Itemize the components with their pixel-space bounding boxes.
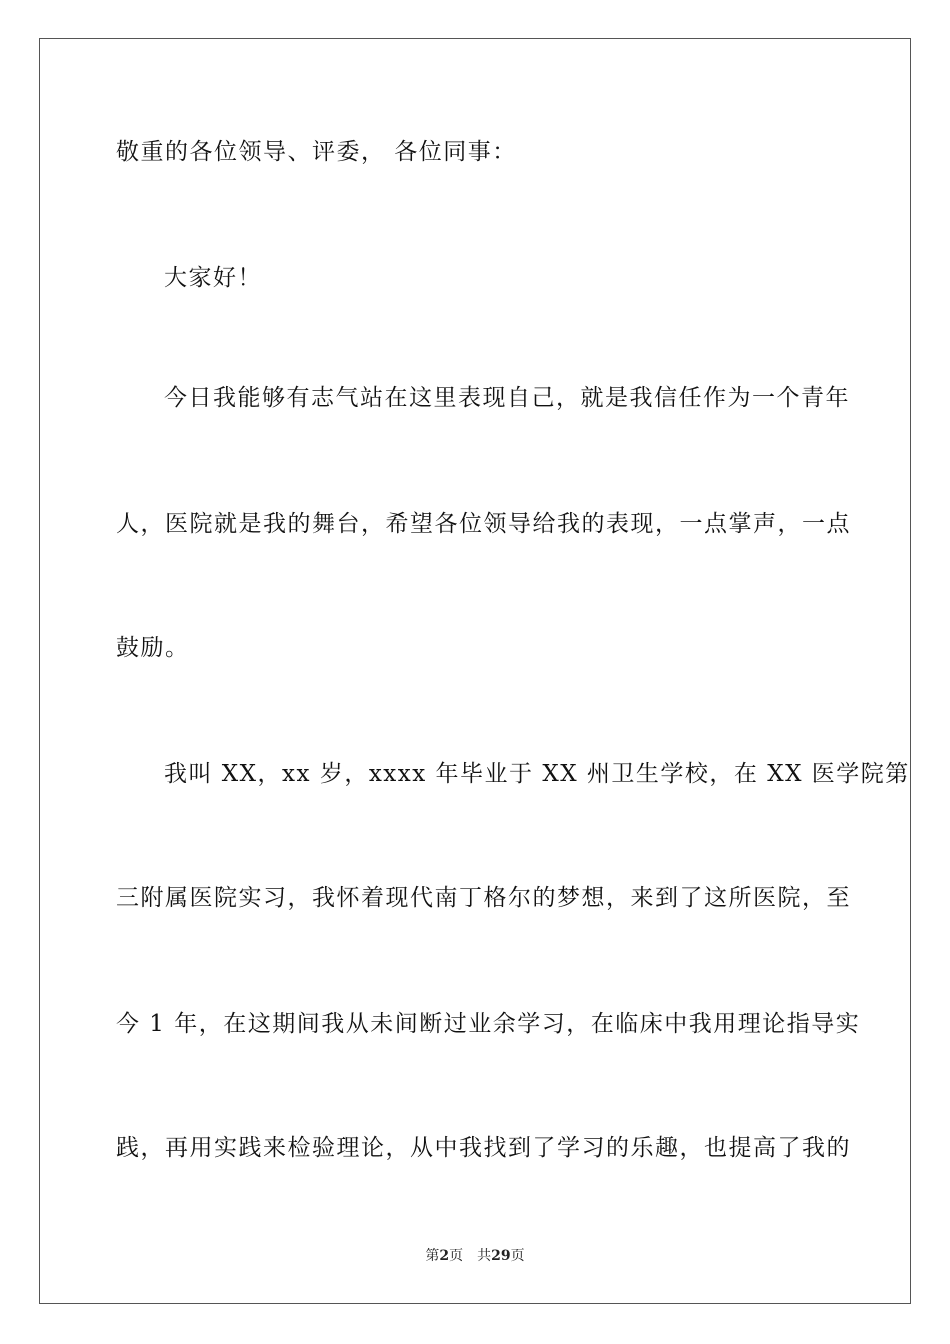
greeting-line: 大家好！ (164, 265, 262, 291)
page-prefix: 第 (425, 1248, 440, 1264)
page-footer (0, 1247, 950, 1265)
paragraph2-line4: 践，再用实践来检验理论，从中我找到了学习的乐趣，也提高了我的 (116, 1135, 851, 1161)
paragraph1-line1: 今日我能够有志气站在这里表现自己，就是我信任作为一个青年 (164, 385, 850, 411)
page-number: 2 (439, 1248, 450, 1264)
total-prefix: 共 (477, 1248, 492, 1264)
total-pages: 29 (491, 1248, 511, 1264)
page-suffix: 页 (449, 1248, 464, 1264)
paragraph2-line2: 三附属医院实习，我怀着现代南丁格尔的梦想，来到了这所医院，至 (116, 885, 851, 911)
paragraph2-line3: 今 1 年，在这期间我从未间断过业余学习，在临床中我用理论指导实 (116, 1011, 861, 1037)
total-suffix: 页 (510, 1248, 525, 1264)
paragraph2-line1: 我叫 XX，xx 岁，xxxx 年毕业于 XX 州卫生学校，在 XX 医学院第 (164, 761, 910, 787)
paragraph1-line2: 人，医院就是我的舞台，希望各位领导给我的表现，一点掌声，一点 (116, 511, 851, 537)
salutation-line: 敬重的各位领导、评委， 各位同事： (116, 139, 517, 165)
paragraph1-line3: 鼓励。 (116, 635, 190, 661)
page-frame (39, 38, 911, 1304)
